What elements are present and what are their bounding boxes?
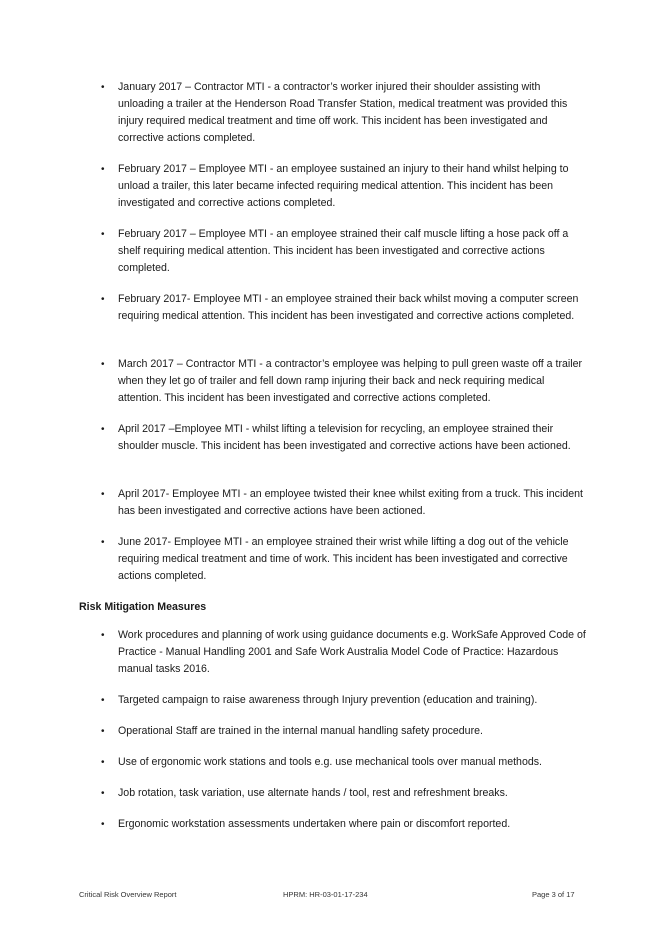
bullet: • — [101, 726, 105, 737]
bullet: • — [101, 757, 105, 768]
list-item — [101, 356, 588, 407]
list-item — [101, 291, 588, 325]
mitigation-text: Operational Staff are trained in the internal manual handling safety procedure. — [118, 725, 483, 737]
incident-text: April 2017- Employee MTI - an employee twisted their knee whilst exiting from a truck. This incident has been investigated and corrective actions have been actioned. — [118, 488, 583, 517]
bullet: • — [101, 229, 105, 240]
list-item — [101, 785, 588, 802]
section-heading: Risk Mitigation Measures — [79, 601, 207, 613]
mitigation-text: Ergonomic workstation assessments undertaken where pain or discomfort reported. — [118, 818, 511, 830]
incident-text: March 2017 – Contractor MTI - a contractor’s employee was helping to pull green waste off a trailer when they let go of trailer and fell down ramp injuring their back and neck requiring medical attention. This incident has been investigated and corrective actions completed. — [118, 358, 582, 404]
list-item — [101, 627, 588, 678]
footer-page-number: Page 3 of 17 — [532, 890, 575, 899]
list-item — [101, 534, 588, 585]
list-item — [101, 486, 588, 520]
incident-text: January 2017 – Contractor MTI - a contractor’s worker injured their shoulder assisting with unloading a trailer at the Henderson Road Transfer Station, medical treatment was provided this injury required medical treatment and time off work. This incident has been investigated and corrective actions completed. — [118, 81, 568, 144]
footer-center: HPRM: HR-03-01-17-234 — [283, 890, 368, 899]
mitigation-text: Targeted campaign to raise awareness through Injury prevention (education and training). — [118, 694, 538, 706]
bullet: • — [101, 82, 105, 93]
bullet: • — [101, 788, 105, 799]
bullet: • — [101, 630, 105, 641]
footer-left: Critical Risk Overview Report — [79, 890, 177, 899]
list-item — [101, 816, 588, 833]
list-item — [101, 421, 588, 455]
incident-text: June 2017- Employee MTI - an employee strained their wrist while lifting a dog out of the vehicle requiring medical treatment and time of work. This incident has been investigated and corrective actions completed. — [118, 536, 569, 582]
bullet: • — [101, 489, 105, 500]
bullet: • — [101, 359, 105, 370]
mitigation-text: Job rotation, task variation, use alternate hands / tool, rest and refreshment breaks. — [118, 787, 508, 799]
bullet: • — [101, 164, 105, 175]
bullet: • — [101, 695, 105, 706]
bullet: • — [101, 424, 105, 435]
incident-text: February 2017 – Employee MTI - an employee sustained an injury to their hand whilst helping to unload a trailer, this later became infected requiring medical attention. This incident has been investigated and corrective actions completed. — [118, 163, 569, 209]
list-item — [101, 79, 588, 147]
bullet: • — [101, 537, 105, 548]
list-item — [101, 226, 588, 277]
incident-text: April 2017 –Employee MTI - whilst lifting a television for recycling, an employee strained their shoulder muscle. This incident has been investigated and corrective actions have been actioned. — [118, 423, 571, 452]
bullet: • — [101, 819, 105, 830]
list-item — [101, 723, 588, 740]
list-item — [101, 754, 588, 771]
incident-text: February 2017- Employee MTI - an employee strained their back whilst moving a computer screen requiring medical attention. This incident has been investigated and corrective actions completed. — [118, 293, 579, 322]
list-item — [101, 692, 588, 709]
mitigation-text: Work procedures and planning of work using guidance documents e.g. WorkSafe Approved Code of Practice - Manual Handling 2001 and Safe Work Australia Model Code of Practice: Hazardous manual tasks 2016. — [118, 629, 586, 675]
list-item — [101, 161, 588, 212]
bullet: • — [101, 294, 105, 305]
incident-text: February 2017 – Employee MTI - an employee strained their calf muscle lifting a hose pack off a shelf requiring medical attention. This incident has been investigated and corrective actions completed. — [118, 228, 569, 274]
mitigation-text: Use of ergonomic work stations and tools e.g. use mechanical tools over manual methods. — [118, 756, 542, 768]
